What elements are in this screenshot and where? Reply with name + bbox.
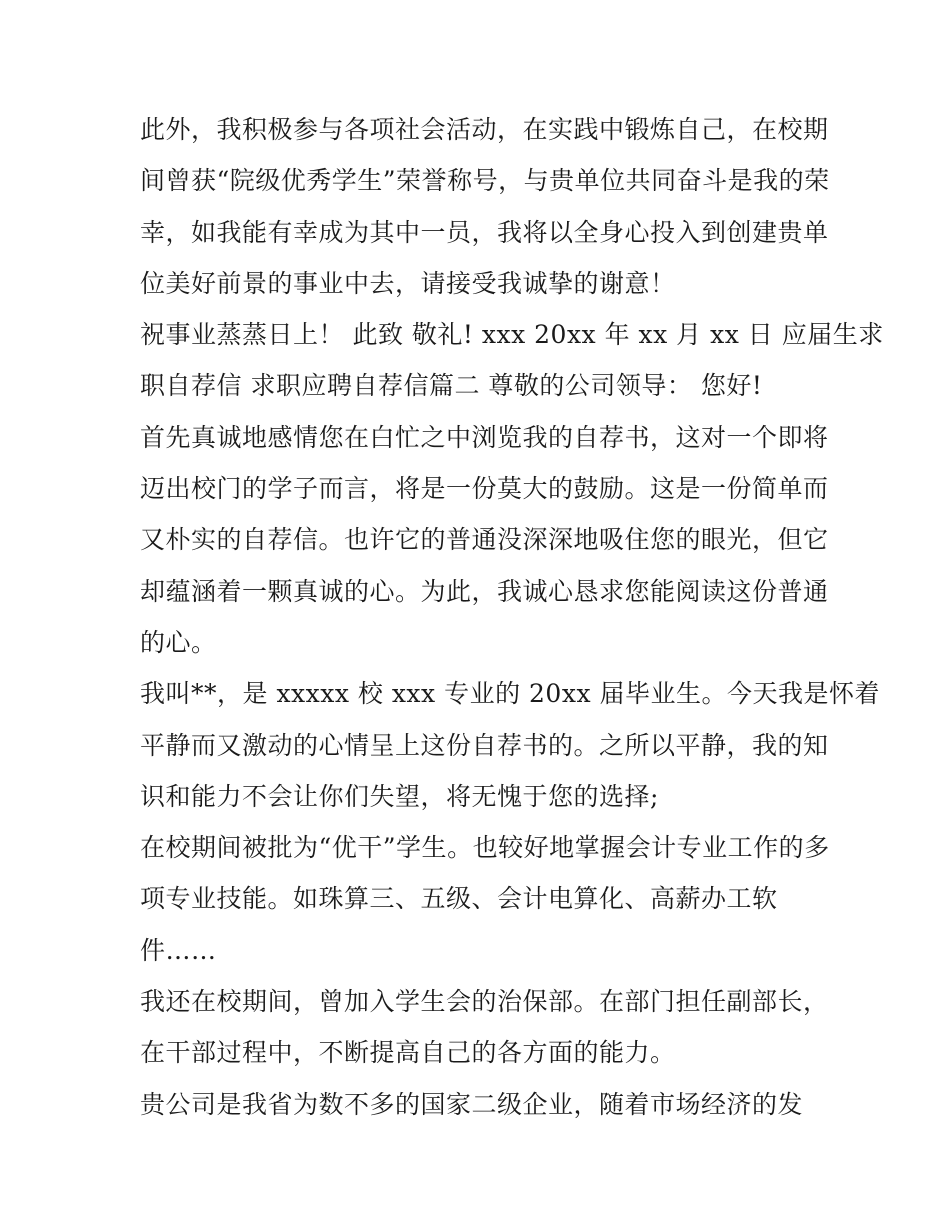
body-text (140, 104, 884, 1130)
text-line: 此外，我积极参与各项社会活动，在实践中锻炼自己，在校期 (140, 115, 829, 144)
text-line: 我叫**，是 xxxxx 校 xxx 专业的 20xx 届毕业生。今天我是怀着 (140, 679, 880, 709)
text-line: 幸，如我能有幸成为其中一员，我将以全身心投入到创建贵单 (140, 217, 829, 247)
text-line: 在校期间被批为“优干”学生。也较好地掌握会计专业工作的多 (140, 833, 830, 863)
text-line: 位美好前景的事业中去，请接受我诚挚的谢意！ (140, 268, 676, 298)
text-line: 祝事业蒸蒸日上！ 此致 敬礼! xxx 20xx 年 xx 月 xx 日 应届生求 (140, 320, 884, 350)
text-line: 的心。 (140, 627, 217, 657)
text-line: 件…… (140, 935, 217, 965)
text-line: 平静而又激动的心情呈上这份自荐书的。之所以平静，我的知 (140, 730, 829, 760)
text-line: 却蕴涵着一颗真诚的心。为此，我诚心恳求您能阅读这份普通 (140, 576, 829, 606)
text-line: 又朴实的自荐信。也许它的普通没深深地吸住您的眼光，但它 (140, 525, 829, 555)
text-line: 职自荐信 求职应聘自荐信篇二 尊敬的公司领导： 您好! (140, 371, 763, 401)
text-line: 首先真诚地感情您在白忙之中浏览我的自荐书，这对一个即将 (140, 422, 829, 452)
text-line: 项专业技能。如珠算三、五级、会计电算化、高薪办工软 (140, 884, 778, 914)
text-line: 在干部过程中，不断提高自己的各方面的能力。 (140, 1038, 676, 1068)
text-line: 迈出校门的学子而言，将是一份莫大的鼓励。这是一份简单而 (140, 474, 829, 504)
text-line: 我还在校期间，曾加入学生会的治保部。在部门担任副部长， (140, 987, 829, 1017)
text-line: 识和能力不会让你们失望，将无愧于您的选择; (140, 781, 659, 811)
text-line: 贵公司是我省为数不多的国家二级企业，随着市场经济的发 (140, 1089, 804, 1119)
text-line: 间曾获“院级优秀学生”荣誉称号，与贵单位共同奋斗是我的荣 (140, 166, 830, 196)
